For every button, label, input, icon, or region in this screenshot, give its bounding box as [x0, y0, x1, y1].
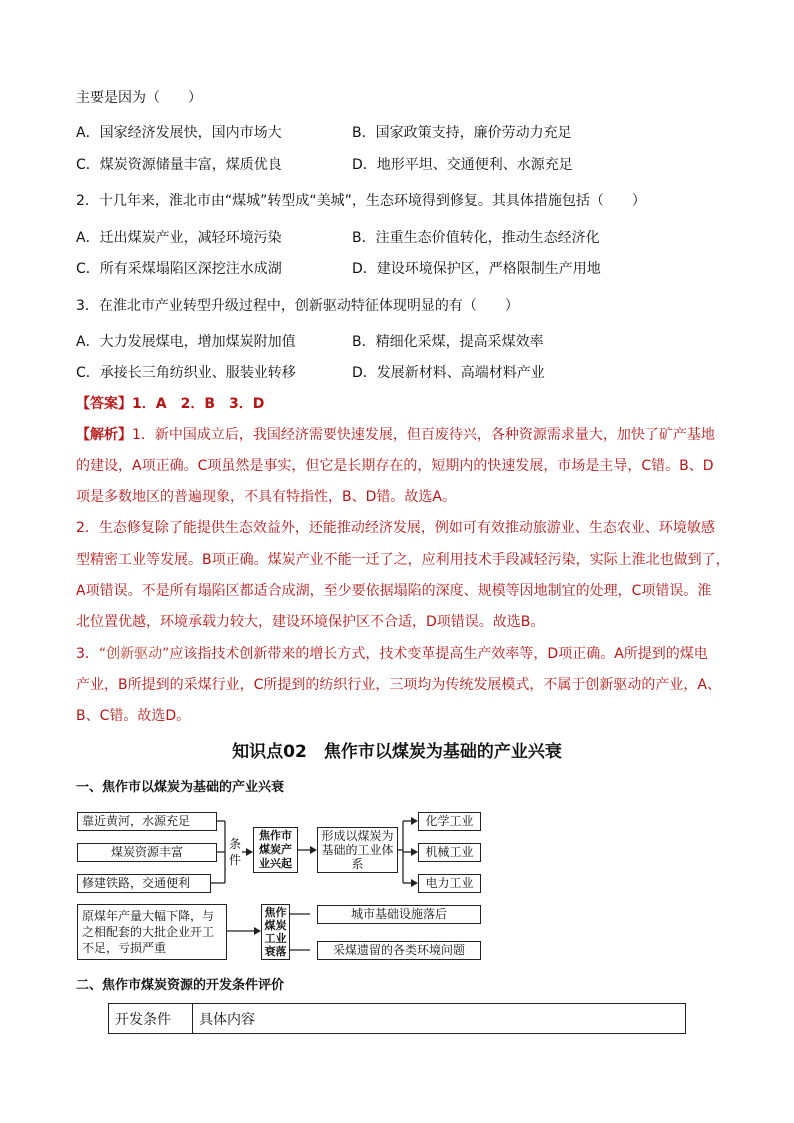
q2-option-c: C．所有采煤塌陷区深挖注水成湖: [76, 261, 282, 277]
analysis-line-10: B、C错。故选D。: [76, 708, 191, 724]
machinery-industry-box: 机械工业: [418, 843, 481, 862]
industrial-system-box: 形成以煤炭为基础的工业体系: [317, 827, 398, 873]
condition-coal-box: 煤炭资源丰富: [77, 843, 217, 862]
analysis-label: 【解析】: [76, 427, 132, 443]
environment-box: 采煤遗留的各类环境问题: [317, 941, 481, 960]
coal-decline-box: 焦作煤炭工业衰落: [261, 904, 290, 960]
analysis-line-2: 的建设，A项正确。C项虽然是事实，但它是长期存在的，短期内的快速发展，市场是主导，C错。B、D: [76, 458, 714, 474]
analysis-line-5: 型精密工业等发展。B项正确。煤炭产业不能一迁了之，应利用技术手段减轻污染，实际上淮北也做到了，: [76, 552, 730, 568]
analysis-line-4: 2．生态修复除了能提供生态效益外，还能推动经济发展，例如可有效推动旅游业、生态农业、环境敏感: [76, 520, 715, 536]
analysis-line-9: 产业，B所提到的采煤行业，C所提到的纺织行业，三项均为传统发展模式，不属于创新驱动的产业，A、: [76, 677, 721, 693]
table-header-condition: 开发条件: [109, 1004, 193, 1034]
infrastructure-box: 城市基础设施落后: [317, 905, 481, 924]
section-title: 知识点02 焦作市以煤炭为基础的产业兴衰: [232, 742, 562, 762]
q3-option-c: C．承接长三角纺织业、服装业转移: [76, 365, 296, 381]
chemical-industry-box: 化学工业: [418, 812, 481, 831]
power-industry-box: 电力工业: [418, 874, 481, 893]
decline-reason-box: 原煤年产量大幅下降，与之相配套的大批企业开工不足，亏损严重: [77, 904, 227, 960]
q3-option-d: D．发展新材料、高端材料产业: [352, 365, 545, 381]
answer-label: 【答案】: [76, 396, 132, 412]
q3-option-b: B．精细化采煤，提高采煤效率: [352, 334, 544, 350]
coal-rise-box: 焦作市煤炭产业兴起: [253, 827, 298, 873]
analysis-text-8: 应该指技术创新带来的增长方式，技术变革提高生产效率等，D项正确。A所提到的煤电: [169, 646, 708, 662]
analysis-line-7: 北位置优越，环境承载力较大，建设环境保护区不合适，D项错误。故选B。: [76, 614, 545, 630]
conditions-table: [108, 1003, 686, 1034]
condition-label: 条件: [228, 837, 241, 867]
q3-option-a: A．大力发展煤电，增加煤炭附加值: [76, 334, 296, 350]
analysis-num-3: 3．: [76, 646, 99, 662]
analysis-line-6: A项错误。不是所有塌陷区都适合成湖，至少要依据塌陷的深度、规模等因地制宜的处理，C项错误。淮: [76, 583, 712, 599]
table-header-row: [109, 1004, 686, 1034]
q1-option-a: A．国家经济发展快，国内市场大: [76, 125, 282, 141]
table-header-content: 具体内容: [193, 1004, 686, 1034]
condition-rail-box: 修建铁路，交通便利: [77, 874, 211, 893]
q2-option-d: D．建设环境保护区，严格限制生产用地: [352, 261, 601, 277]
subsection-1-heading: 一、焦作市以煤炭为基础的产业兴衰: [76, 780, 285, 795]
analysis-quote: “创新驱动”: [98, 646, 170, 662]
condition-water-box: 靠近黄河，水源充足: [77, 812, 217, 831]
q1-option-b: B．国家政策支持，廉价劳动力充足: [352, 125, 572, 141]
q1-option-d: D．地形平坦、交通便利、水源充足: [352, 157, 573, 173]
analysis-line-3: 项是多数地区的普遍现象，不具有特指性，B、D错。故选A。: [76, 489, 456, 505]
subsection-2-heading: 二、焦作市煤炭资源的开发条件评价: [76, 978, 285, 993]
q2-stem: 2．十几年来，淮北市由“煤城”转型成“美城”，生态环境得到修复。其具体措施包括（ ）: [76, 193, 646, 209]
answer-text: 1．A 2．B 3．D: [132, 396, 265, 412]
q1-stem: 主要是因为（ ）: [76, 90, 202, 106]
q2-option-b: B．注重生态价值转化，推动生态经济化: [352, 230, 600, 246]
q2-option-a: A．迁出煤炭产业，减轻环境污染: [76, 230, 282, 246]
q1-option-c: C．煤炭资源储量丰富，煤质优良: [76, 157, 282, 173]
analysis-text-1: 1．新中国成立后，我国经济需要快速发展，但百废待兴，各种资源需求量大，加快了矿产基地: [132, 427, 715, 443]
q3-stem: 3．在淮北市产业转型升级过程中，创新驱动特征体现明显的有（ ）: [76, 298, 519, 314]
